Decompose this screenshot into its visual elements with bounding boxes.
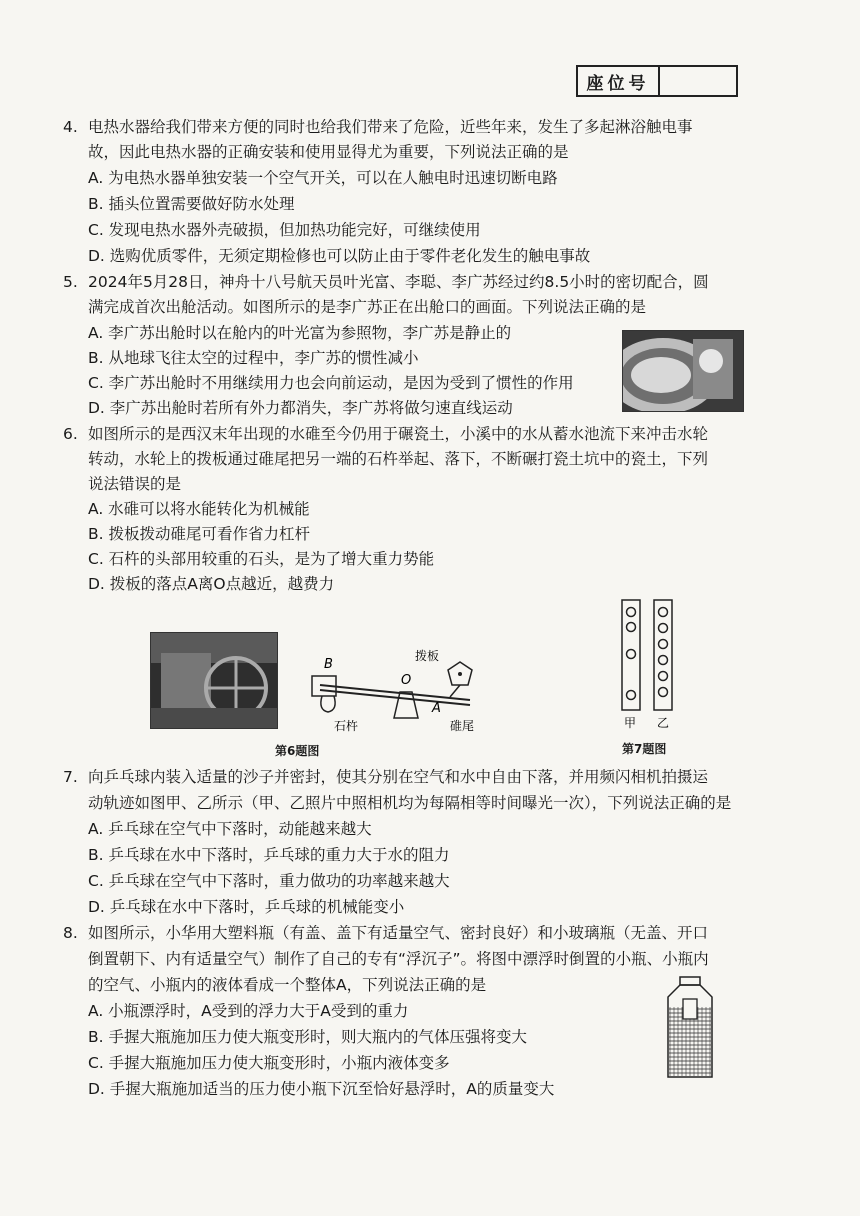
q4-stem-line1: 电热水器给我们带来方便的同时也给我们带来了危险，近些年来，发生了多起淋浴触电事	[88, 118, 693, 136]
lever-diagram	[300, 640, 500, 740]
q5-option-b: B. 从地球飞往太空的过程中，李广苏的惯性减小	[88, 349, 419, 367]
q7-option-c: C. 乒乓球在空气中下落时，重力做功的功率越来越大	[88, 872, 450, 890]
seat-number-box	[576, 65, 738, 97]
cartesian-diver-diagram	[660, 975, 720, 1085]
figure-7-caption: 第7题图	[622, 742, 667, 756]
q4-stem-line2: 故，因此电热水器的正确安装和使用显得尤为重要，下列说法正确的是	[88, 143, 569, 161]
q7-option-b: B. 乒乓球在水中下落时，乒乓球的重力大于水的阻力	[88, 846, 450, 864]
label-paddle: 拨板	[415, 649, 440, 663]
q5-number: 5.	[63, 273, 78, 291]
q5-option-d: D. 李广苏出舱时若所有外力都消失，李广苏将做匀速直线运动	[88, 399, 513, 417]
q8-option-d: D. 手握大瓶施加适当的压力使小瓶下沉至恰好悬浮时，A的质量变大	[88, 1080, 555, 1098]
water-mill-photo	[150, 632, 278, 729]
q6-option-c: C. 石杵的头部用较重的石头，是为了增大重力势能	[88, 550, 435, 568]
seat-number-value[interactable]	[660, 67, 736, 95]
q7-option-d: D. 乒乓球在水中下落时，乒乓球的机械能变小	[88, 898, 405, 916]
label-a: A	[432, 701, 441, 716]
label-stone-pestle: 石杵	[334, 719, 359, 733]
q4-option-c: C. 发现电热水器外壳破损，但加热功能完好，可继续使用	[88, 221, 481, 239]
q5-stem-line2: 满完成首次出舱活动。如图所示的是李广苏正在出舱口的画面。下列说法正确的是	[88, 298, 647, 316]
astronaut-photo	[622, 330, 744, 412]
q8-stem-line3: 的空气、小瓶内的液体看成一个整体A，下列说法正确的是	[88, 976, 487, 994]
q4-option-b: B. 插头位置需要做好防水处理	[88, 195, 295, 213]
q5-option-c: C. 李广苏出舱时不用继续用力也会向前运动，是因为受到了惯性的作用	[88, 374, 574, 392]
q8-option-b: B. 手握大瓶施加压力使大瓶变形时，则大瓶内的气体压强将变大	[88, 1028, 527, 1046]
q6-stem-line2: 转动，水轮上的拨板通过碓尾把另一端的石杵举起、落下，不断碾打瓷土坑中的瓷土，下列	[88, 450, 709, 468]
q5-stem-line1: 2024年5月28日，神舟十八号航天员叶光富、李聪、李广苏经过约8.5小时的密切配合，圆	[88, 273, 709, 291]
figure-6-caption: 第6题图	[275, 744, 320, 758]
q7-stem-line1: 向乒乓球内装入适量的沙子并密封，使其分别在空气和水中自由下落，并用频闪相机拍摄运	[88, 768, 709, 786]
q7-number: 7.	[63, 768, 78, 786]
q4-option-a: A. 为电热水器单独安装一个空气开关，可以在人触电时迅速切断电路	[88, 169, 558, 187]
q6-option-d: D. 拨板的落点A离O点越近，越费力	[88, 575, 335, 593]
label-o: O	[401, 673, 412, 688]
q6-stem-line1: 如图所示的是西汉末年出现的水碓至今仍用于碾瓷土，小溪中的水从蓄水池流下来冲击水轮	[88, 425, 709, 443]
label-b: B	[324, 657, 333, 672]
label-yi: 乙	[657, 716, 670, 730]
q8-number: 8.	[63, 924, 78, 942]
q5-option-a: A. 李广苏出舱时以在舱内的叶光富为参照物，李广苏是静止的	[88, 324, 512, 342]
q7-stem-line2: 动轨迹如图甲、乙所示（甲、乙照片中照相机均为每隔相等时间曝光一次），下列说法正确的是	[88, 794, 732, 812]
q6-option-b: B. 拨板拨动碓尾可看作省力杠杆	[88, 525, 310, 543]
q8-stem-line2: 倒置朝下、内有适量空气）制作了自己的专有“浮沉子”。将图中漂浮时倒置的小瓶、小瓶内	[88, 950, 709, 968]
q4-option-d: D. 选购优质零件，无须定期检修也可以防止由于零件老化发生的触电事故	[88, 247, 591, 265]
label-jia: 甲	[624, 716, 637, 730]
q8-option-a: A. 小瓶漂浮时，A受到的浮力大于A受到的重力	[88, 1002, 409, 1020]
q7-option-a: A. 乒乓球在空气中下落时，动能越来越大	[88, 820, 372, 838]
q6-option-a: A. 水碓可以将水能转化为机械能	[88, 500, 310, 518]
label-tail: 碓尾	[450, 719, 475, 733]
q8-option-c: C. 手握大瓶施加压力使大瓶变形时，小瓶内液体变多	[88, 1054, 450, 1072]
q8-stem-line1: 如图所示，小华用大塑料瓶（有盖、盖下有适量空气、密封良好）和小玻璃瓶（无盖、开口	[88, 924, 709, 942]
q6-stem-line3: 说法错误的是	[88, 475, 182, 493]
seat-number-label: 座位号	[578, 67, 660, 95]
q4-number: 4.	[63, 118, 78, 136]
strobe-diagram	[612, 595, 692, 735]
q6-number: 6.	[63, 425, 78, 443]
